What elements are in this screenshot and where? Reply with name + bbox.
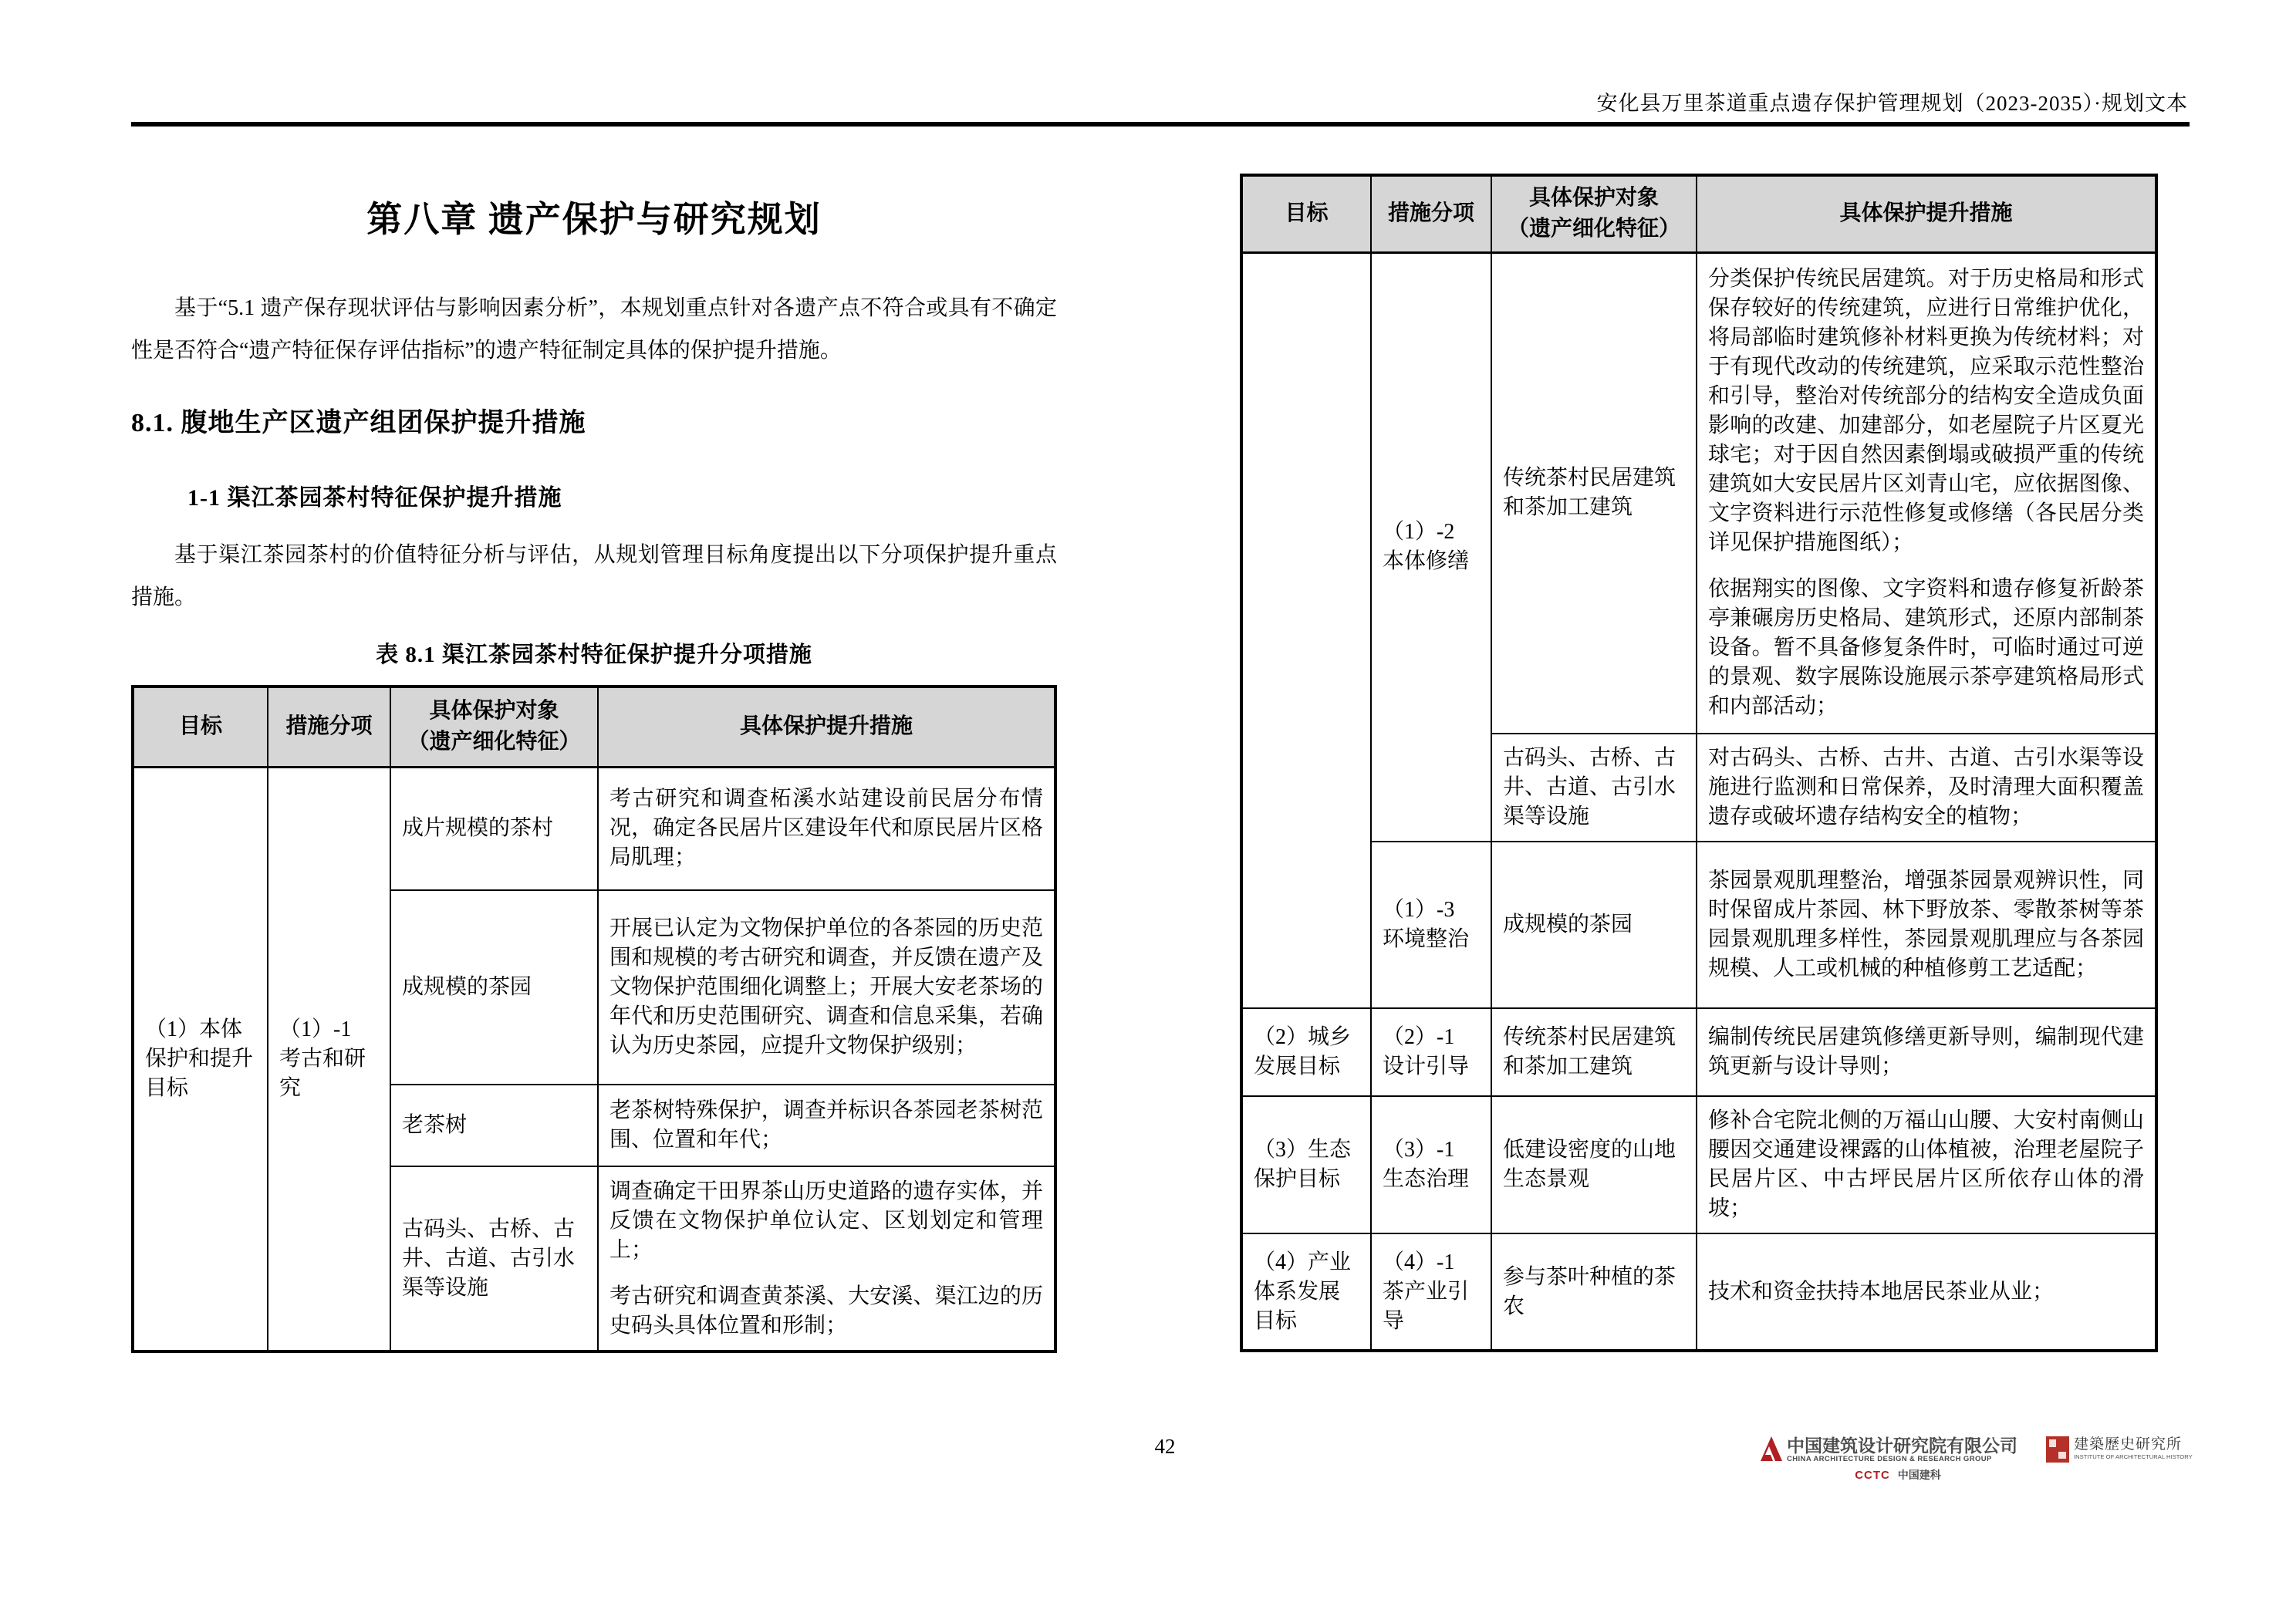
cctc-wordmark: CCTC — [1855, 1469, 1890, 1482]
action-cell: 老茶树特殊保护，调查并标识各茶园老茶树范围、位置和年代； — [598, 1085, 1055, 1166]
measure-cell — [1371, 1008, 1491, 1096]
action-paragraph: 调查确定干田界茶山历史道路的遗存实体，并反馈在文物保护单位认定、区划划定和管理上； — [609, 1179, 1043, 1262]
measure-label: 茶产业引导 — [1383, 1279, 1470, 1333]
measure-label: 考古和研究 — [279, 1046, 366, 1100]
measure-code: （4）-1 — [1383, 1250, 1455, 1274]
col-header-object-line2: （遗产细化特征） — [407, 730, 581, 754]
col-header-action: 具体保护提升措施 — [598, 687, 1055, 767]
table-caption: 表 8.1 渠江茶园茶村特征保护提升分项措施 — [376, 643, 812, 667]
goal-cell: （1）本体保护和提升目标 — [133, 767, 268, 1351]
measure-cell — [268, 767, 390, 1351]
object-cell: 成片规模的茶村 — [390, 767, 598, 890]
subsection-paragraph: 基于渠江茶园茶村的价值特征分析与评估，从规划管理目标角度提出以下分项保护提升重点措施。 — [131, 543, 1057, 609]
object-cell: 古码头、古桥、古井、古道、古引水渠等设施 — [1491, 734, 1697, 842]
page-number: 42 — [1154, 1435, 1176, 1458]
chapter-title: 第八章 遗产保护与研究规划 — [366, 200, 822, 239]
goal-cell: （4）产业体系发展目标 — [1241, 1233, 1371, 1351]
measure-label: 生态治理 — [1383, 1167, 1470, 1191]
action-cell: 开展已认定为文物保护单位的各茶园的历史范围和规模的考古研究和调查，并反馈在遗产及文物保护范围细化调整上；开展大安老茶场的年代和历史范围研究、调查和信息采集，若确认为历史茶园，应提升文物保护级别； — [598, 890, 1055, 1085]
measure-cell — [1371, 1096, 1491, 1233]
measure-code: （1）-3 — [1383, 898, 1455, 922]
col-header-object-line1: 具体保护对象 — [429, 699, 559, 724]
cadg-en-name: CHINA ARCHITECTURE DESIGN & RESEARCH GROUP — [1787, 1455, 1992, 1463]
footer-logos — [1761, 1436, 2193, 1490]
measure-code: （1）-1 — [279, 1017, 352, 1041]
measure-code: （2）-1 — [1383, 1025, 1455, 1049]
cadg-triangle-icon — [1761, 1436, 1782, 1461]
goal-cell: （3）生态保护目标 — [1241, 1096, 1371, 1233]
col-header-object-line2: （遗产细化特征） — [1507, 217, 1680, 241]
measure-cell — [1371, 252, 1491, 842]
institute-cn-name: 建築歷史研究所 — [2074, 1436, 2183, 1453]
measure-label: 环境整治 — [1383, 927, 1470, 951]
cctc-cn-name: 中国建科 — [1897, 1469, 1941, 1481]
col-header-object — [390, 687, 598, 767]
goal-cell-empty — [1241, 252, 1371, 1008]
subsection-heading: 1-1 渠江茶园茶村特征保护提升措施 — [187, 485, 562, 511]
object-cell: 低建设密度的山地生态景观 — [1491, 1096, 1697, 1233]
object-cell: 传统茶村民居建筑和茶加工建筑 — [1491, 252, 1697, 734]
action-cell: 修补合宅院北侧的万福山山腰、大安村南侧山腰因交通建设裸露的山体植被，治理老屋院子民居片区、中古坪民居片区所依存山体的滑坡； — [1697, 1096, 2156, 1233]
object-cell: 传统茶村民居建筑和茶加工建筑 — [1491, 1008, 1697, 1096]
table-8-1-left — [131, 685, 1057, 1353]
action-cell: 对古码头、古桥、古井、古道、古引水渠等设施进行监测和日常保养，及时清理大面积覆盖遗存或破坏遗存结构安全的植物； — [1697, 734, 2156, 842]
cadg-cn-name: 中国建筑设计研究院有限公司 — [1787, 1436, 2017, 1456]
col-header-object — [1491, 175, 1697, 252]
measure-cell — [1371, 1233, 1491, 1351]
measure-cell — [1371, 842, 1491, 1008]
measure-label: 本体修缮 — [1383, 549, 1470, 574]
table-8-1-right — [1240, 174, 2158, 1352]
col-header-measure: 措施分项 — [1371, 175, 1491, 252]
action-paragraph: 考古研究和调查黄茶溪、大安溪、渠江边的历史码头具体位置和形制； — [609, 1284, 1043, 1338]
protection-table-right — [1240, 174, 2158, 1352]
measure-code: （1）-2 — [1383, 520, 1455, 545]
cadg-logo — [1761, 1436, 2035, 1483]
institute-en-name: INSTITUTE OF ARCHITECTURAL HISTORY — [2074, 1453, 2193, 1460]
action-paragraph: 分类保护传统民居建筑。对于历史格局和形式保存较好的传统建筑，应进行日常维护优化，将局部临时建筑修补材料更换为传统材料；对于有现代改动的传统建筑，应采取示范性整治和引导，整治对传统部分的结构安全造成负面影响的改建、加建部分，如老屋院子片区夏光球宅；对于因自然因素倒塌或破损严重的传统建筑如大安民居片区刘青山宅，应依据图像、文字资料进行示范性修复或修缮（各民居分类详见保护措施图纸）； — [1708, 267, 2144, 555]
action-cell — [1697, 252, 2156, 734]
object-cell: 成规模的茶园 — [1491, 842, 1697, 1008]
protection-table-left — [131, 685, 1057, 1353]
col-header-goal: 目标 — [1241, 175, 1371, 252]
institute-logo — [2046, 1436, 2193, 1463]
action-cell — [598, 1166, 1055, 1351]
col-header-goal: 目标 — [133, 687, 268, 767]
col-header-action: 具体保护提升措施 — [1697, 175, 2156, 252]
action-cell: 编制传统民居建筑修缮更新导则，编制现代建筑更新与设计导则； — [1697, 1008, 2156, 1096]
measure-code: （3）-1 — [1383, 1138, 1455, 1162]
page-header: 安化县万里茶道重点遗存保护管理规划（2023-2035）·规划文本 — [1596, 92, 2188, 115]
goal-cell: （2）城乡发展目标 — [1241, 1008, 1371, 1096]
object-cell: 参与茶叶种植的茶农 — [1491, 1233, 1697, 1351]
measure-label: 设计引导 — [1383, 1054, 1470, 1078]
col-header-measure: 措施分项 — [268, 687, 390, 767]
object-cell: 成规模的茶园 — [390, 890, 598, 1085]
cctc-brand — [1761, 1467, 2035, 1483]
intro-paragraph: 基于“5.1 遗产保存现状评估与影响因素分析”，本规划重点针对各遗产点不符合或具有不确定性是否符合“遗产特征保存评估指标”的遗产特征制定具体的保护提升措施。 — [131, 296, 1057, 363]
action-cell: 技术和资金扶持本地居民茶业从业； — [1697, 1233, 2156, 1351]
header-rule — [131, 122, 2190, 127]
col-header-object-line1: 具体保护对象 — [1528, 186, 1659, 211]
action-paragraph: 依据翔实的图像、文字资料和遗存修复祈龄茶亭兼碾房历史格局、建筑形式，还原内部制茶设备。暂不具备修复条件时，可临时通过可逆的景观、数字展陈设施展示茶亭建筑格局形式和内部活动； — [1708, 577, 2144, 719]
action-cell: 考古研究和调查柘溪水站建设前民居分布情况，确定各民居片区建设年代和原民居片区格局肌理； — [598, 767, 1055, 890]
object-cell: 古码头、古桥、古井、古道、古引水渠等设施 — [390, 1166, 598, 1351]
object-cell: 老茶树 — [390, 1085, 598, 1166]
action-cell: 茶园景观肌理整治，增强茶园景观辨识性，同时保留成片茶园、林下野放茶、零散茶树等茶园景观肌理多样性，茶园景观肌理应与各茶园规模、人工或机械的种植修剪工艺适配； — [1697, 842, 2156, 1008]
seal-icon — [2046, 1436, 2069, 1463]
section-heading: 8.1. 腹地生产区遗产组团保护提升措施 — [131, 409, 586, 437]
